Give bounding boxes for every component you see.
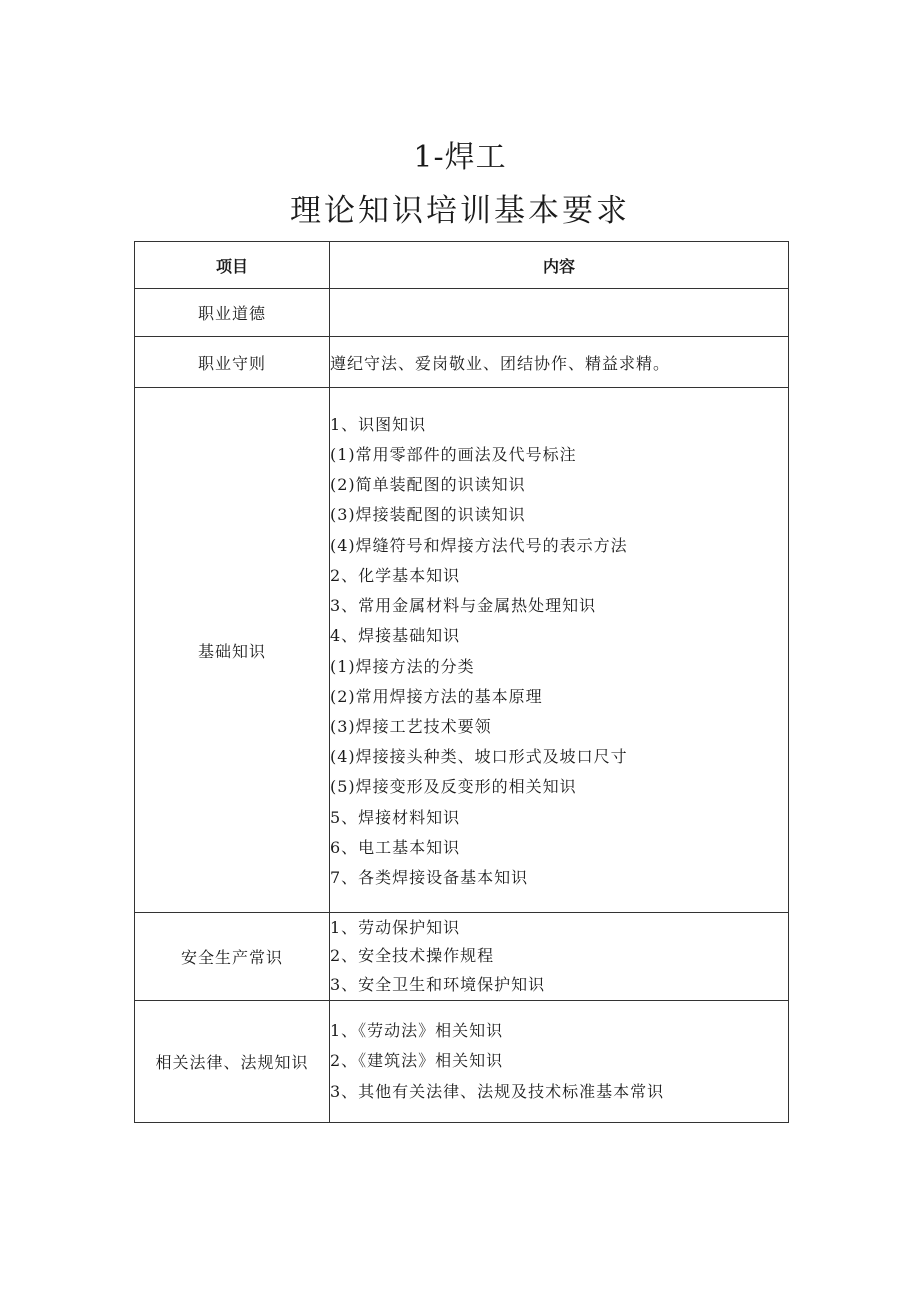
requirements-table — [134, 241, 789, 1123]
content-line: (1)焊接方法的分类 — [330, 656, 475, 676]
row-content-safety — [330, 913, 789, 1001]
content-line: 7、各类焊接设备基本知识 — [330, 867, 529, 887]
row-content-ethics — [330, 289, 789, 337]
content-line: (3)焊接工艺技术要领 — [330, 716, 492, 736]
content-line: 2、安全技术操作规程 — [330, 946, 495, 966]
header-content: 内容 — [330, 242, 789, 289]
row-content-code — [330, 337, 789, 388]
content-line: (4)焊接接头种类、坡口形式及坡口尺寸 — [330, 747, 628, 767]
row-label-ethics: 职业道德 — [135, 289, 330, 337]
content-line: 1、劳动保护知识 — [330, 917, 461, 937]
content-line: (4)焊缝符号和焊接方法代号的表示方法 — [330, 535, 628, 555]
table-row — [135, 388, 789, 913]
row-content-basic — [330, 388, 789, 913]
content-line: 3、安全卫生和环境保护知识 — [330, 974, 546, 994]
content-line: 4、焊接基础知识 — [330, 626, 461, 646]
table-row — [135, 337, 789, 388]
content-line: (3)焊接装配图的识读知识 — [330, 505, 526, 525]
content-line: (2)简单装配图的识读知识 — [330, 475, 526, 495]
content-line: 3、常用金属材料与金属热处理知识 — [330, 596, 597, 616]
table-row — [135, 1001, 789, 1123]
content-line: 2、《建筑法》相关知识 — [330, 1051, 504, 1071]
content-line: 6、电工基本知识 — [330, 837, 461, 857]
content-line: 5、焊接材料知识 — [330, 807, 461, 827]
table-row — [135, 289, 789, 337]
table-row — [135, 913, 789, 1001]
content-line: (1)常用零部件的画法及代号标注 — [330, 445, 577, 465]
header-item: 项目 — [135, 242, 330, 289]
content-line: 3、其他有关法律、法规及技术标准基本常识 — [330, 1081, 665, 1101]
row-content-law — [330, 1001, 789, 1123]
content-line: (5)焊接变形及反变形的相关知识 — [330, 777, 577, 797]
content-line: 1、《劳动法》相关知识 — [330, 1020, 504, 1040]
document-title-line1: 1-焊工 — [413, 140, 507, 175]
document-title-line2: 理论知识培训基本要求 — [290, 193, 630, 229]
content-line: 1、识图知识 — [330, 414, 427, 434]
row-label-safety: 安全生产常识 — [135, 913, 330, 1001]
row-label-law: 相关法律、法规知识 — [135, 1001, 330, 1123]
row-label-code: 职业守则 — [135, 337, 330, 388]
content-line: 遵纪守法、爱岗敬业、团结协作、精益求精。 — [330, 353, 671, 373]
row-label-basic: 基础知识 — [135, 388, 330, 913]
content-line: 2、化学基本知识 — [330, 565, 461, 585]
table-header-row — [135, 242, 789, 289]
content-line: (2)常用焊接方法的基本原理 — [330, 686, 543, 706]
